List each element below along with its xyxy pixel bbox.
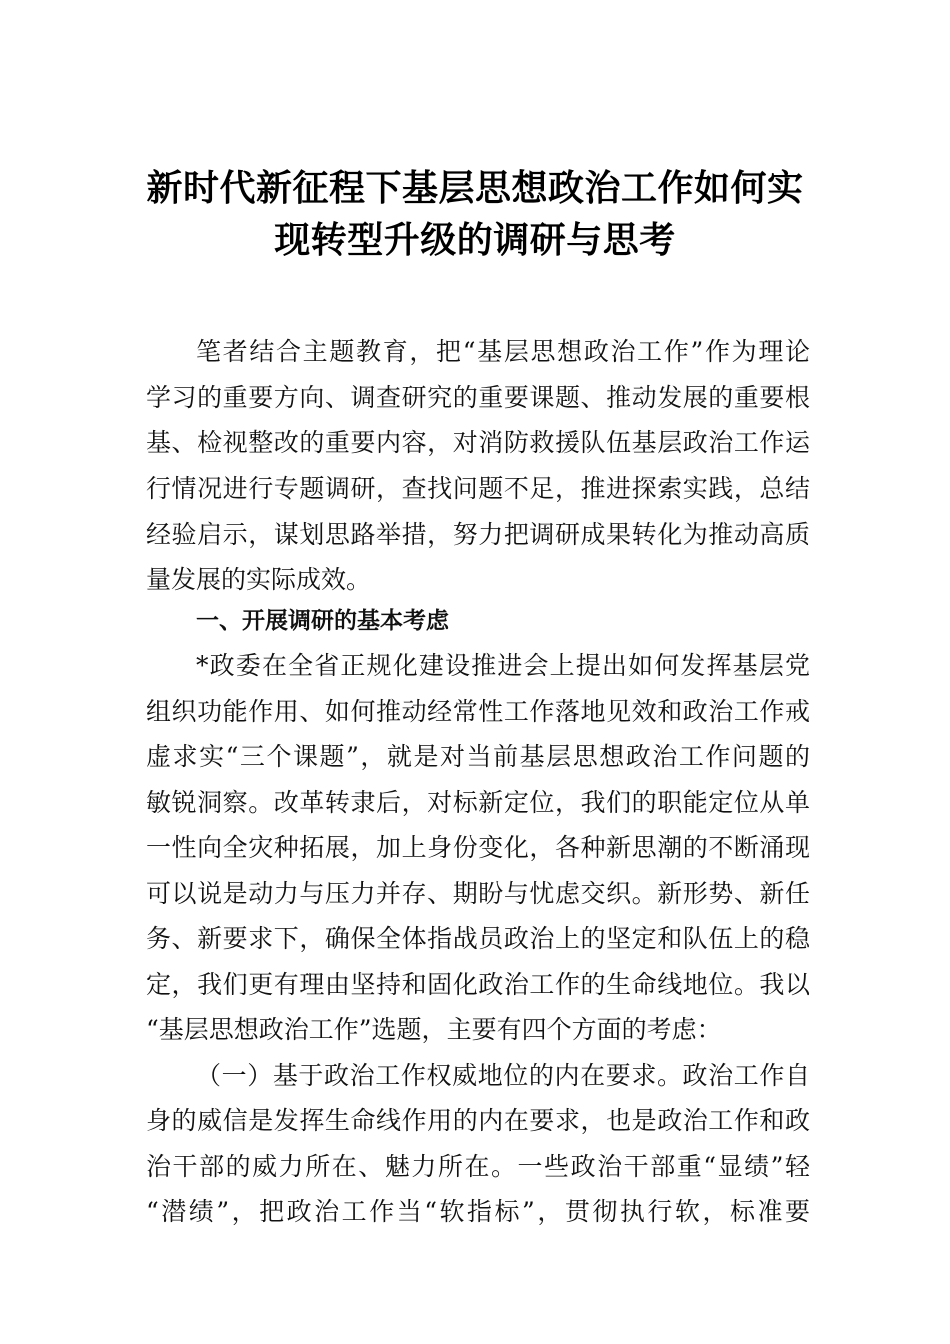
- section-line: 敏锐洞察。改革转隶后，对标新定位，我们的职能定位从单: [146, 788, 810, 817]
- section-heading: 一、开展调研的基本考虑: [196, 608, 449, 634]
- subsection-line: （一）基于政治工作权威地位的内在要求。政治工作自: [196, 1061, 810, 1090]
- intro-line: 行情况进行专题调研，查找问题不足，推进探索实践，总结: [146, 474, 810, 503]
- intro-line: 量发展的实际成效。: [146, 565, 372, 594]
- section-line: 一性向全灾种拓展，加上身份变化，各种新思潮的不断涌现: [146, 833, 810, 862]
- section-line: *政委在全省正规化建设推进会上提出如何发挥基层党: [196, 651, 810, 680]
- section-line: 虚求实“三个课题”，就是对当前基层思想政治工作问题的: [146, 742, 810, 771]
- document-title-line-1: 新时代新征程下基层思想政治工作如何实: [146, 167, 804, 209]
- subsection-line: 身的威信是发挥生命线作用的内在要求，也是政治工作和政: [146, 1106, 810, 1135]
- intro-line: 经验启示，谋划思路举措，努力把调研成果转化为推动高质: [146, 520, 810, 549]
- section-line: 组织功能作用、如何推动经常性工作落地见效和政治工作戒: [146, 697, 810, 726]
- section-line: 务、新要求下，确保全体指战员政治上的坚定和队伍上的稳: [146, 924, 810, 953]
- section-line: 可以说是动力与压力并存、期盼与忧虑交织。新形势、新任: [146, 879, 810, 908]
- subsection-line: 治干部的威力所在、魅力所在。一些政治干部重“显绩”轻: [146, 1152, 810, 1181]
- document-title-line-2: 现转型升级的调研与思考: [274, 219, 676, 261]
- section-line: “基层思想政治工作”选题，主要有四个方面的考虑：: [146, 1015, 722, 1044]
- intro-line: 笔者结合主题教育，把“基层思想政治工作”作为理论: [196, 337, 810, 366]
- intro-line: 基、检视整改的重要内容，对消防救援队伍基层政治工作运: [146, 428, 810, 457]
- intro-line: 学习的重要方向、调查研究的重要课题、推动发展的重要根: [146, 383, 810, 412]
- subsection-line: “潜绩”，把政治工作当“软指标”，贯彻执行软，标准要: [146, 1197, 810, 1226]
- section-line: 定，我们更有理由坚持和固化政治工作的生命线地位。我以: [146, 970, 810, 999]
